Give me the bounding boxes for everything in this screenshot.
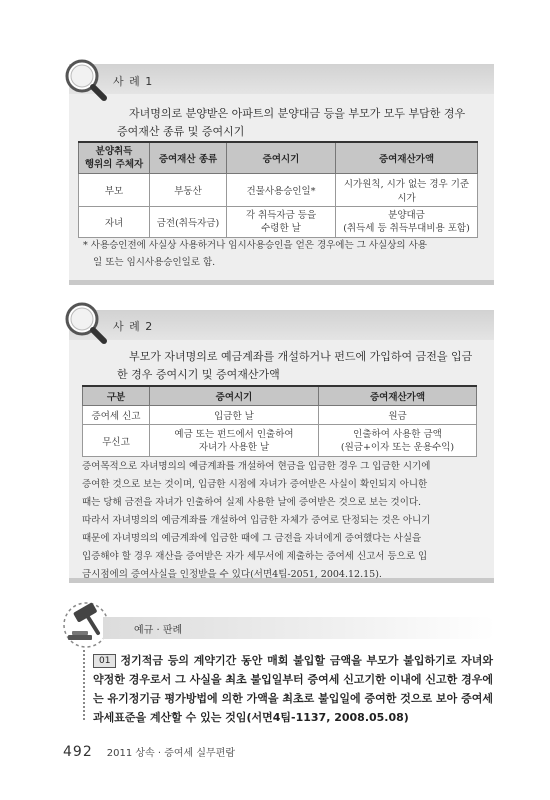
table-cell: 부모 — [79, 174, 150, 207]
table-cell: 자녀 — [79, 207, 150, 238]
table-cell: 무신고 — [83, 425, 150, 457]
cell-line: (취득세 등 취득부대비용 포함) — [343, 223, 470, 234]
case1-note — [83, 237, 483, 271]
cell-line: 예금 또는 펀드에서 인출하여 — [174, 428, 294, 440]
table-header — [79, 142, 150, 174]
table-cell — [319, 425, 477, 457]
case2-intro-line2: 한 경우 증여시기 및 증여재산가액 — [117, 368, 280, 381]
body-line: 때는 당해 금전을 자녀가 인출하여 실제 사용한 날에 증여받은 것으로 보는 것이다. — [82, 497, 422, 508]
case1-bottom-bar — [69, 280, 494, 285]
cell-line: 자녀가 사용한 날 — [198, 441, 270, 453]
header-line: 행위의 주체자 — [84, 159, 144, 170]
book-title: 2011 상속 · 증여세 실무편람 — [106, 748, 236, 759]
body-line: 증여한 것으로 보는 것이며, 입금한 시점에 자녀가 증여받은 사실이 확인되지 아니한 — [82, 479, 428, 490]
table-row — [79, 207, 478, 238]
note-line: * 사용승인전에 사실상 사용하거나 임시사용승인을 얻은 경우에는 그 사실상의 사용 — [83, 240, 427, 251]
table-cell: 건물사용승인일* — [227, 174, 336, 207]
cell-line: 수령한 날 — [261, 223, 301, 234]
body-line: 때문에 자녀명의의 예금계좌에 입금한 때에 그 금전을 자녀에게 증여했다는 사실을 — [82, 533, 422, 544]
case2-body — [82, 458, 482, 584]
table-cell: 시가원칙, 시가 없는 경우 기준시가 — [336, 174, 478, 207]
ruling-number-badge: 01 — [93, 654, 116, 668]
cell-line: 각 취득자금 등을 — [245, 210, 317, 221]
body-line: 입증해야 할 경우 재산을 증여받은 자가 세무서에 제출하는 증여세 신고서 등으로 입 — [82, 551, 428, 562]
body-line: 금시점에의 증여사실을 인정받을 수 있다(서면4팀-2051, 2004.12.15). — [82, 569, 382, 580]
table-row — [79, 174, 478, 207]
case2-table — [82, 385, 477, 457]
page-footer — [63, 744, 235, 760]
table-cell — [227, 207, 336, 238]
table-header: 증여재산 종류 — [150, 142, 227, 174]
rulings-title: 예규 · 판례 — [134, 625, 183, 636]
case1-label: 사 례 1 — [113, 75, 154, 88]
table-cell: 부동산 — [150, 174, 227, 207]
case1-intro-line1: 자녀명의로 분양받은 아파트의 분양대금 등을 부모가 모두 부담한 경우 — [129, 107, 466, 120]
body-line: 증여목적으로 자녀명의의 예금계좌를 개설하여 현금을 입금한 경우 그 입금한 시기에 — [82, 461, 431, 472]
case1-intro-line2: 증여재산 종류 및 증여시기 — [117, 125, 245, 138]
cell-line: 분양대금 — [388, 210, 425, 221]
table-cell: 입금한 날 — [150, 406, 319, 425]
table-row — [83, 406, 477, 425]
table-header: 구분 — [83, 386, 150, 406]
case2-intro — [117, 348, 487, 384]
cell-line: (원금+이자 또는 운용수익) — [340, 441, 455, 453]
table-header: 증여재산가액 — [336, 142, 478, 174]
case1-table — [78, 141, 478, 238]
table-header: 증여시기 — [150, 386, 319, 406]
magnifier-icon — [60, 297, 110, 347]
case2-label: 사 례 2 — [113, 320, 154, 333]
rulings-text-block — [93, 651, 493, 727]
table-cell: 원금 — [319, 406, 477, 425]
table-cell: 증여세 신고 — [83, 406, 150, 425]
header-line: 분양취득 — [95, 146, 133, 157]
note-line: 일 또는 임시사용승인일로 함. — [93, 257, 216, 268]
table-cell — [150, 425, 319, 457]
table-header: 증여시기 — [227, 142, 336, 174]
page-number: 492 — [63, 744, 93, 760]
case1-intro — [117, 105, 487, 141]
table-header: 증여재산가액 — [319, 386, 477, 406]
table-cell — [336, 207, 478, 238]
ruling-text: 정기적금 등의 계약기간 동안 매회 불입할 금액을 부모가 불입하기로 자녀와 약정한 경우로서 그 사실을 최초 불입일부터 증여세 신고기한 이내에 신고한 경우에는 유기정기금 평가방법에 의한 가액을 최초로 불입일에 증여한 것으로 보아 증여세 과세표준을 계산할 수 있는 것임(서면4팀-1137, 2008.05.08) — [93, 654, 493, 724]
body-line: 따라서 자녀명의의 예금계좌를 개설하여 입금한 자체가 증여로 단정되는 것은 아니기 — [82, 515, 431, 526]
table-row — [83, 425, 477, 457]
case2-intro-line1: 부모가 자녀명의로 예금계좌를 개설하거나 펀드에 가입하여 금전을 입금 — [129, 350, 473, 363]
rulings-dotted-line — [83, 650, 85, 720]
table-cell: 금전(취득자금) — [150, 207, 227, 238]
magnifier-icon — [60, 54, 110, 104]
cell-line: 인출하여 사용한 금액 — [353, 428, 442, 440]
